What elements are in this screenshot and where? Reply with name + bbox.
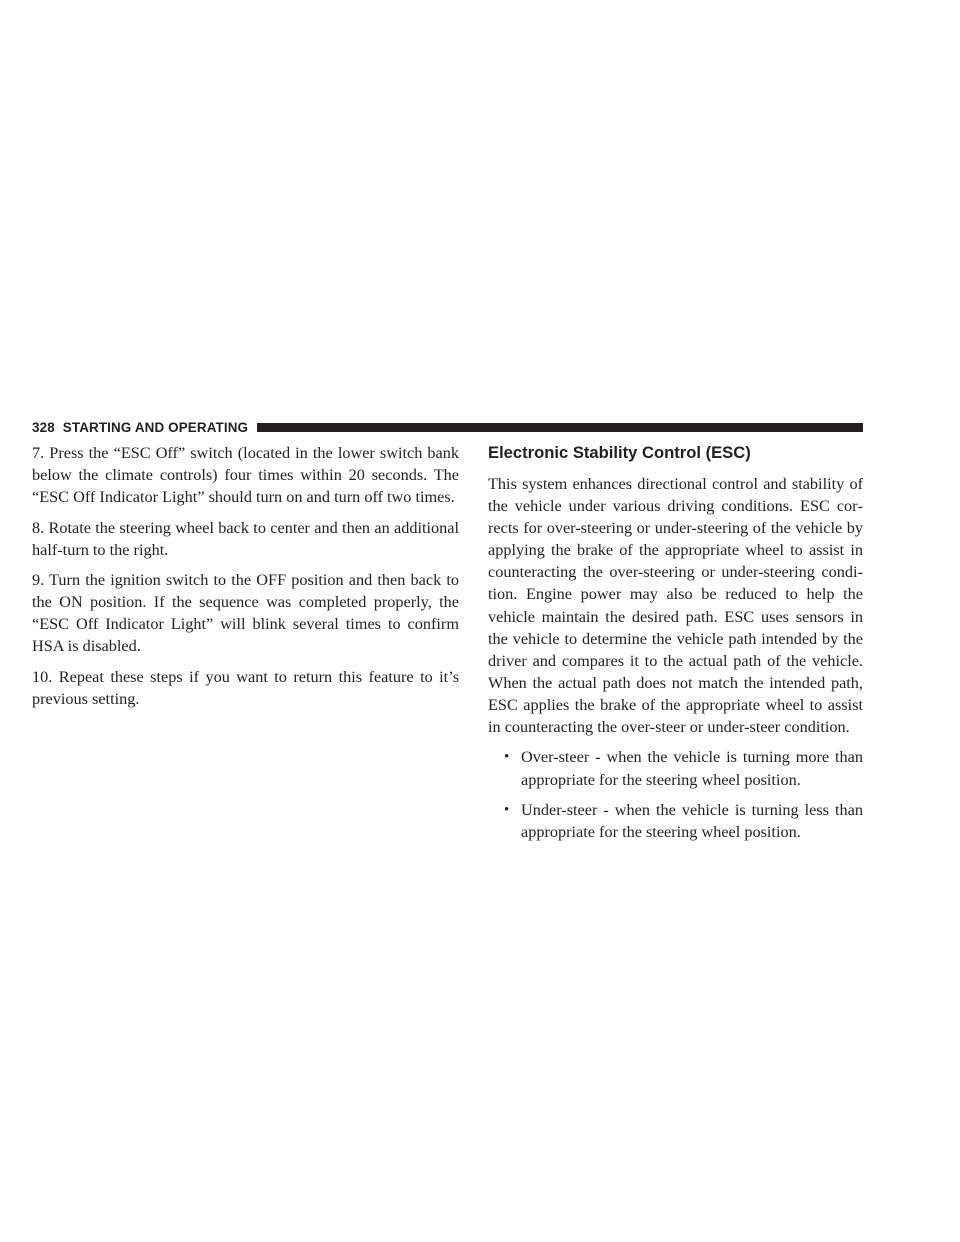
step-number: 9. bbox=[32, 571, 45, 590]
left-column bbox=[32, 442, 459, 718]
right-column bbox=[488, 442, 863, 851]
bullet-icon: • bbox=[504, 801, 510, 818]
bullet-item bbox=[488, 799, 863, 843]
page-header bbox=[32, 418, 863, 436]
step-text: Rotate the steering wheel back to center and then an additional half-turn to the right. bbox=[32, 518, 460, 559]
bullet-item bbox=[488, 746, 863, 790]
header-rule bbox=[257, 423, 863, 432]
bullet-icon: • bbox=[504, 749, 510, 766]
step-text: Repeat these steps if you want to return this feature to it’s previous setting. bbox=[32, 667, 460, 708]
step-text: Press the “ESC Off” switch (located in the lower switch bank below the climate controls) four times within 20 seconds. The “ESC Off Indicator Light” should turn on and turn off two times. bbox=[32, 444, 460, 507]
bullet-text: Under-steer - when the vehicle is turning less than appropriate for the steering wheel position. bbox=[521, 800, 863, 841]
body-paragraph: This system enhances directional control and stability of the vehicle under various driving conditions. ESC corrects for over-steering or under-steering of the vehicle by applying the brake of the appropriate wheel to assist in counteracting the over-steering or under-steering condition. Engine power may also be reduced to help the vehicle maintain the desired path. ESC uses sensors in the vehicle to determine the vehicle path intended by the driver and compares it to the actual path of the vehicle. When the actual path does not match the intended path, ESC applies the brake of the appropriate wheel to assist in counteracting the over-steer or under-steer condition. bbox=[488, 475, 863, 737]
page-number: 328 bbox=[32, 419, 55, 435]
step-text: Turn the ignition switch to the OFF position and then back to the ON position. If the sequence was completed properly, the “ESC Off Indicator Light” will blink several times to confirm HSA is disabled. bbox=[32, 571, 459, 656]
bullet-text: Over-steer - when the vehicle is turning more than appropriate for the steering wheel position. bbox=[521, 748, 863, 789]
step-number: 8. bbox=[32, 518, 45, 537]
step-number: 7. bbox=[32, 444, 45, 462]
section-heading: Electronic Stability Control (ESC) bbox=[488, 443, 751, 462]
step-number: 10. bbox=[32, 667, 53, 686]
step-item bbox=[32, 442, 459, 508]
step-item bbox=[32, 666, 459, 710]
step-item bbox=[32, 569, 459, 657]
section-title: STARTING AND OPERATING bbox=[62, 419, 249, 435]
step-item bbox=[32, 517, 459, 561]
